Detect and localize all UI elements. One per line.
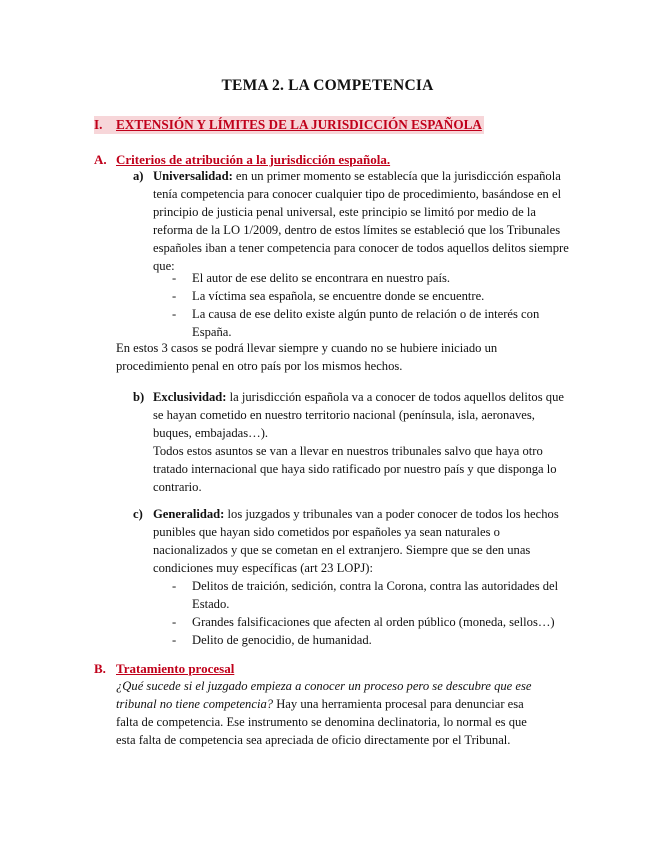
page-title: TEMA 2. LA COMPETENCIA — [221, 77, 434, 94]
section-heading-1 — [94, 116, 484, 134]
list-item — [172, 631, 577, 649]
item-paragraph — [153, 167, 573, 275]
dash-marker: - — [172, 633, 177, 647]
item-exclusividad — [133, 388, 573, 494]
dash-marker: - — [172, 579, 177, 593]
item-paragraph — [153, 505, 573, 577]
dash-marker: - — [172, 307, 177, 321]
section-title: EXTENSIÓN Y LÍMITES DE LA JURISDICCIÓN ESPAÑOLA — [116, 117, 482, 132]
list-item-text: Grandes falsificaciones que afecten al orden público (moneda, sellos…) — [192, 615, 555, 629]
dash-marker: - — [172, 271, 177, 285]
list-item-text: El autor de ese delito se encontrara en nuestro país. — [192, 271, 451, 285]
item-marker: b) — [133, 390, 145, 404]
universalidad-note: En estos 3 casos se podrá llevar siempre y cuando no se hubiere iniciado un procedimiento penal en otro país por los mismos hechos. — [116, 341, 498, 373]
question-text: ¿Qué sucede si el juzgado empieza a conocer un proceso pero se descubre que ese tribunal no tiene competencia? — [116, 679, 532, 711]
subsection-letter: B. — [94, 661, 106, 676]
list-item — [172, 269, 557, 287]
item-marker: a) — [133, 169, 144, 183]
list-item-text: Delito de genocidio, de humanidad. — [192, 633, 372, 647]
item-term: Exclusividad: — [153, 390, 227, 404]
list-item-text: La causa de ese delito existe algún punto de relación o de interés con España. — [192, 307, 540, 339]
list-item — [172, 287, 557, 305]
item-marker: c) — [133, 507, 143, 521]
generalidad-bullet-list — [172, 577, 577, 649]
subsection-title: Criterios de atribución a la jurisdicción española. — [116, 152, 391, 167]
universalidad-bullet-list — [172, 269, 557, 341]
item-text: la jurisdicción española va a conocer de todos aquellos delitos que se hayan cometido en nuestro territorio nacional (península, isla, aeronaves, buques, embajadas…). — [153, 390, 564, 440]
list-item-text: Delitos de traición, sedición, contra la Corona, contra las autoridades del Estado. — [192, 579, 559, 611]
section-number: I. — [94, 117, 103, 132]
item-text: en un primer momento se establecía que la jurisdicción española tenía competencia para conocer cualquier tipo de procedimiento, basándose en el principio de justicia penal universal, este principio se limitó por medio de la reforma de la LO 1/2009, dentro de estos límites se estableció que los Tribunales españoles iban a tener competencia para conocer de todos aquellos delitos siempre que: — [153, 169, 569, 273]
list-item-text: La víctima sea española, se encuentre donde se encuentre. — [192, 289, 485, 303]
tratamiento-paragraph — [116, 677, 546, 749]
item-generalidad — [133, 505, 573, 585]
answer-text: Hay una herramienta procesal para denunciar esa falta de competencia. Ese instrumento se denomina declinatoria, lo normal es que esta falta de competencia sea apreciada de oficio directamente por el Tribunal. — [116, 697, 527, 747]
dash-marker: - — [172, 289, 177, 303]
item-followup: Todos estos asuntos se van a llevar en nuestros tribunales salvo que haya otro tratado internacional que haya sido ratificado por nuestro país y que disponga lo contrario. — [153, 444, 557, 494]
subsection-letter: A. — [94, 152, 107, 167]
item-paragraph — [153, 388, 573, 496]
list-item — [172, 613, 577, 631]
subsection-title: Tratamiento procesal — [116, 661, 235, 676]
subsection-heading-b — [94, 660, 234, 678]
list-item — [172, 305, 557, 341]
item-text: los juzgados y tribunales van a poder conocer de todos los hechos punibles que hayan sido cometidos por españoles ya sean naturales o nacionalizados y que se cometan en el extranjero. Siempre que se den unas condiciones muy específicas (art 23 LOPJ): — [153, 507, 559, 575]
item-term: Universalidad: — [153, 169, 233, 183]
list-item — [172, 577, 577, 613]
item-term: Generalidad: — [153, 507, 225, 521]
dash-marker: - — [172, 615, 177, 629]
